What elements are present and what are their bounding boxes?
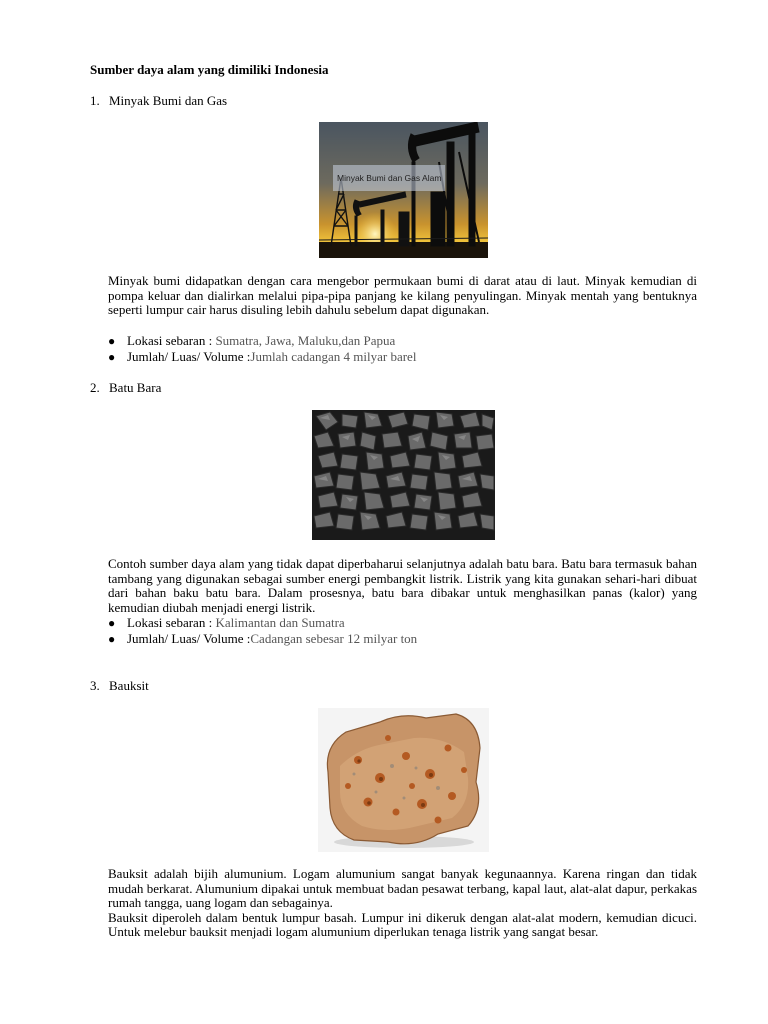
bullet-icon: ●: [108, 350, 116, 364]
section-number: 2.: [90, 380, 100, 395]
list-item: [108, 631, 417, 647]
bauxite-image: [318, 708, 489, 852]
paragraph-minyak: [108, 274, 697, 318]
paragraph-text: Bauksit diperoleh dalam bentuk lumpur basah. Lumpur ini dikeruk dengan alat-alat modern, kemudian dicuci. Untuk melebur bauksit menjadi logam alumunium diperlukan tenaga listrik yang sangat besar.: [108, 909, 697, 940]
section-title: Bauksit: [109, 678, 149, 693]
bullet-value: Cadangan sebesar 12 milyar ton: [250, 631, 418, 646]
paragraph-batubara: [108, 557, 697, 615]
bullet-icon: ●: [108, 632, 116, 646]
section-number: 1.: [90, 93, 100, 108]
section-heading-batubara: [90, 380, 161, 396]
list-item: [108, 333, 416, 349]
section-heading-minyak: [90, 93, 227, 109]
bullet-value: Kalimantan dan Sumatra: [215, 615, 345, 630]
image-caption: Minyak Bumi dan Gas Alam: [333, 165, 445, 191]
paragraph-text: Bauksit adalah bijih alumunium. Logam alumunium sangat banyak kegunaannya. Karena ringan dan tidak mudah berkarat. Alumunium dipakai untuk membuat badan pesawat terbang, kapal laut, alat-alat dapur, perkakas rumah tangga, uang logam dan sebagainya.: [108, 866, 697, 911]
bullet-label: Jumlah/ Luas/ Volume :: [127, 349, 251, 364]
section-heading-bauksit: [90, 678, 149, 694]
paragraph-text: Contoh sumber daya alam yang tidak dapat diperbaharui selanjutnya adalah batu bara. Batu bara termasuk bahan tambang yang digunakan sebagai sumber energi pembangkit listrik. Listrik yang kita gunakan sehari-hari dibuat dari bahan baku batu bara. Dalam prosesnya, batu bara dibakar untuk menghasilkan panas (kalor) yang kemudian diubah menjadi energi listrik.: [108, 556, 697, 615]
bullet-label: Jumlah/ Luas/ Volume :: [127, 631, 251, 646]
section-title: Minyak Bumi dan Gas: [109, 93, 228, 108]
bullet-label: Lokasi sebaran :: [127, 615, 213, 630]
paragraph-text: Minyak bumi didapatkan dengan cara mengebor permukaan bumi di darat atau di laut. Minyak kemudian di pompa keluar dan dialirkan melalui pipa-pipa panjang ke kilang penyulingan. Minyak mentah yang bentuknya seperti lumpur cair harus disuling lebih dahulu sebelum dapat digunakan.: [108, 273, 697, 318]
coal-image: [312, 410, 495, 540]
bullet-icon: ●: [108, 334, 116, 348]
bullet-value: Sumatra, Jawa, Maluku,dan Papua: [215, 333, 396, 348]
bullet-list-minyak: [108, 333, 416, 365]
document-title: Sumber daya alam yang dimiliki Indonesia: [90, 62, 329, 77]
section-title: Batu Bara: [109, 380, 162, 395]
section-number: 3.: [90, 678, 100, 693]
bullet-label: Lokasi sebaran :: [127, 333, 213, 348]
list-item: [108, 615, 417, 631]
bullet-icon: ●: [108, 616, 116, 630]
bullet-list-batubara: [108, 615, 417, 647]
bullet-value: Jumlah cadangan 4 milyar barel: [250, 349, 417, 364]
list-item: [108, 349, 416, 365]
paragraph-bauksit: [108, 867, 697, 940]
